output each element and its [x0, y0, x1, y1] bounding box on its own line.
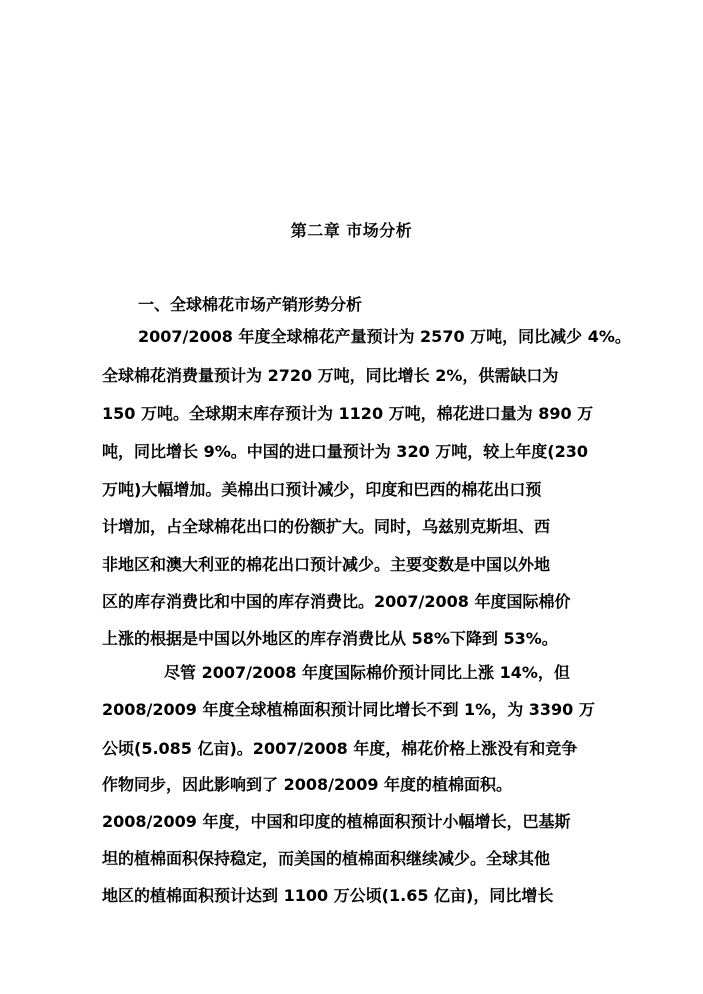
chapter-title: 第二章 市场分析	[290, 221, 413, 240]
body-line-14: 2008/2009 年度，中国和印度的植棉面积预计小幅增长，巴基斯	[102, 812, 571, 831]
body-line-6: 计增加，占全球棉花出口的份额扩大。同时，乌兹别克斯坦、西	[102, 517, 551, 536]
body-line-3: 150 万吨。全球期末库存预计为 1120 万吨，棉花进口量为 890 万	[102, 404, 594, 423]
body-line-9: 上涨的根据是中国以外地区的库存消费比从 58%下降到 53%。	[102, 629, 558, 648]
body-line-5: 万吨)大幅增加。美棉出口预计减少，印度和巴西的棉花出口预	[102, 480, 542, 499]
body-line-2: 全球棉花消费量预计为 2720 万吨，同比增长 2%，供需缺口为	[102, 366, 559, 385]
body-line-4: 吨，同比增长 9%。中国的进口量预计为 320 万吨，较上年度(230	[102, 442, 588, 461]
body-line-12: 公顷(5.085 亿亩)。2007/2008 年度，棉花价格上涨没有和竞争	[102, 739, 578, 758]
body-line-16: 地区的植棉面积预计达到 1100 万公顷(1.65 亿亩)，同比增长	[102, 886, 554, 905]
section-heading: 一、全球棉花市场产销形势分析	[138, 295, 363, 314]
body-line-8: 区的库存消费比和中国的库存消费比。2007/2008 年度国际棉价	[102, 592, 571, 611]
body-line-7: 非地区和澳大利亚的棉花出口预计减少。主要变数是中国以外地	[102, 555, 551, 574]
body-line-13: 作物同步，因此影响到了 2008/2009 年度的植棉面积。	[102, 775, 513, 794]
body-line-15: 坦的植棉面积保持稳定，而美国的植棉面积继续减少。全球其他	[102, 849, 551, 868]
body-line-10: 尽管 2007/2008 年度国际棉价预计同比上涨 14%，但	[164, 663, 570, 682]
body-line-1: 2007/2008 年度全球棉花产量预计为 2570 万吨，同比减少 4%。	[138, 327, 631, 346]
body-line-11: 2008/2009 年度全球植棉面积预计同比增长不到 1%，为 3390 万	[102, 700, 595, 719]
